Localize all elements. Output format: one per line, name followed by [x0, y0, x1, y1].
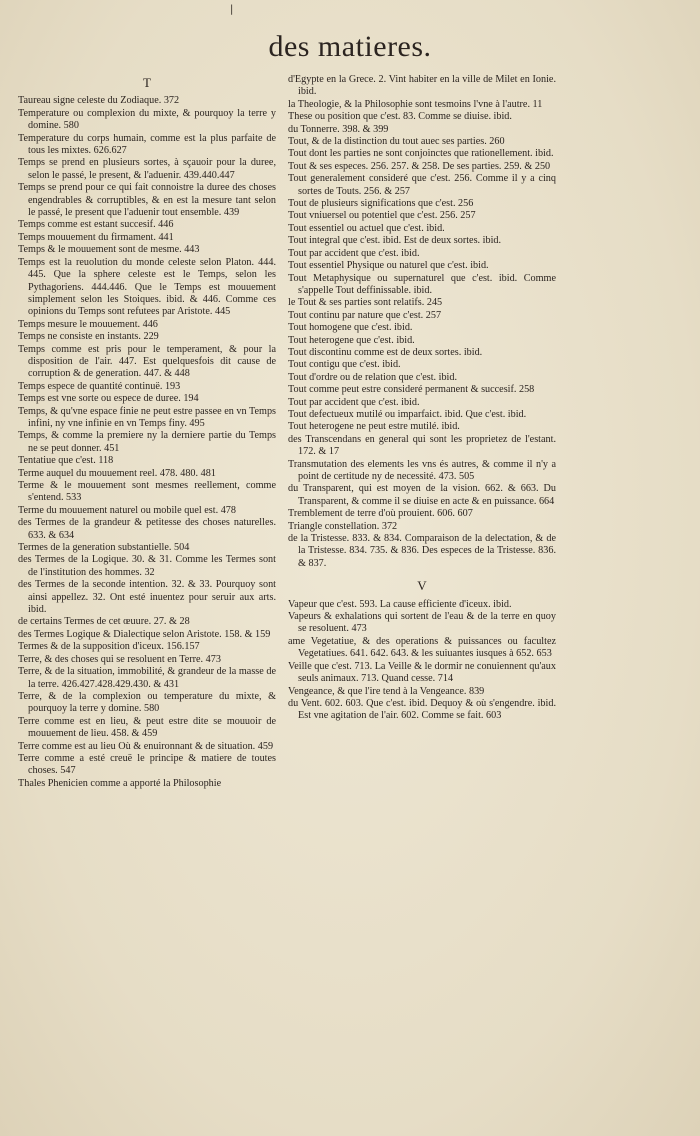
- index-entry: Tout dont les parties ne sont conjoinctes que rationellement. ibid.: [288, 148, 554, 160]
- index-entry: Tout, & de la distinction du tout auec ses parties. 260: [288, 136, 505, 148]
- index-entry: Termes de la generation substantielle. 504: [18, 542, 190, 554]
- index-entry: des Termes de la grandeur & petitesse des choses naturelles. 633. & 634: [18, 517, 276, 541]
- index-entry: du Tonnerre. 398. & 399: [288, 123, 389, 135]
- index-entry: Terme & le mouuement sont mesmes reellement, comme s'entend. 533: [18, 480, 276, 504]
- index-entry: du Vent. 602. 603. Que c'est. ibid. Dequoy & où s'engendre. ibid. Est vne agitation de l'air. 602. Comme se fait. 603: [288, 697, 556, 722]
- index-entry: Temperature du corps humain, comme est la plus parfaite de tous les mixtes. 626.627: [18, 132, 276, 157]
- index-entry: des Termes de la Logique. 30. & 31. Comme les Termes sont de l'institution des hommes. 32: [18, 554, 276, 578]
- index-entry: Taureau signe celeste du Zodiaque. 372: [18, 95, 180, 107]
- index-entry: de certains Termes de cet œuure. 27. & 28: [18, 616, 190, 628]
- index-entry: Vapeur que c'est. 593. La cause efficiente d'iceux. ibid.: [288, 598, 512, 610]
- index-entry: Tout de plusieurs significations que c'est. 256: [288, 198, 474, 210]
- index-entry: Terre, & des choses qui se resoluent en Terre. 473: [18, 653, 221, 665]
- index-entry: Temps espece de quantité continuë. 193: [18, 380, 181, 392]
- index-entry: la Theologie, & la Philosophie sont tesmoins l'vne à l'autre. 11: [288, 98, 543, 110]
- index-entry: Temps mouuement du firmament. 441: [18, 231, 174, 243]
- index-entry: Temps comme est estant succesif. 446: [18, 219, 174, 231]
- index-entry: Terme auquel du mouuement reel. 478. 480. 481: [18, 467, 216, 479]
- index-entry: Temps & le mouuement sont de mesme. 443: [18, 244, 200, 256]
- index-entry: Tout generalement consideré que c'est. 256. Comme il y a cinq sortes de Touts. 256. & 257: [288, 173, 556, 197]
- index-entry: Tout integral que c'est. ibid. Est de deux sortes. ibid.: [288, 235, 502, 247]
- left-entries: [18, 95, 276, 790]
- index-entry: Temps est la reuolution du monde celeste selon Platon. 444. 445. Que la sphere celeste est le Temps, selon les Pythagoriens. 444.446. Que le Temps est mouuement simplement selon les Stoiques. ibid. & 446. Comme ces opinions du Temps sont refutees par Aristote. 445: [18, 256, 276, 318]
- index-entry: Temps comme est pris pour le temperament, & pour la disposition de l'air. 447. Est quelquesfois dit cause de corruption & de generation. 447. & 448: [18, 343, 276, 380]
- index-entry: Temps se prend en plusieurs sortes, à sçauoir pour la duree, selon le passé, le present, & l'aduenir. 439.440.447: [18, 157, 276, 181]
- index-entry: Tout par accident que c'est. ibid.: [288, 247, 420, 259]
- index-entry: Temps est vne sorte ou espece de duree. 194: [18, 393, 199, 405]
- index-entry: Temps se prend pour ce qui fait connoistre la duree des choses engendrables & corruptibles, & en est la mesure tant selon le passé, le present que l'aduenir tout ensemble. 439: [18, 182, 276, 219]
- index-entry: Terre, & de la situation, immobilité, & grandeur de la masse de la terre. 426.427.428.429.430. & 431: [18, 666, 276, 690]
- index-entry: Vengeance, & que l'ire tend à la Vengeance. 839: [288, 685, 485, 697]
- index-entry: Temps, & qu'vne espace finie ne peut estre passee en vn Temps infini, ny vne infinie en vn Temps finy. 495: [18, 405, 276, 429]
- index-entry: Terre comme est en lieu, & peut estre dite se mouuoir de mouuement de lieu. 458. & 459: [18, 715, 276, 740]
- index-entry: These ou position que c'est. 83. Comme se diuise. ibid.: [288, 111, 512, 123]
- index-entry: Tout homogene que c'est. ibid.: [288, 322, 413, 334]
- index-entry: des Termes Logique & Dialectique selon Aristote. 158. & 159: [18, 628, 271, 640]
- index-entry: de la Tristesse. 833. & 834. Comparaison de la delectation, & de la Tristesse. 834. 735. & 836. Des especes de la Tristesse. 836. & 837.: [288, 533, 556, 569]
- index-entry: Tout par accident que c'est. ibid.: [288, 396, 420, 408]
- index-entry: Tout contigu que c'est. ibid.: [288, 359, 401, 371]
- index-entry: Tout essentiel Physique ou naturel que c'est. ibid.: [288, 260, 489, 272]
- right-entries-v: [288, 599, 556, 723]
- index-entry: Tout comme peut estre consideré permanent & succesif. 258: [288, 384, 535, 396]
- index-entry: Tout d'ordre ou de relation que c'est. ibid.: [288, 371, 458, 383]
- index-entry: Tentatiue que c'est. 118: [18, 455, 114, 467]
- index-entry: Tout defectueux mutilé ou imparfaict. ibid. Que c'est. ibid.: [288, 408, 527, 420]
- index-entry: Temps mesure le mouuement. 446: [18, 318, 158, 330]
- index-entry: Veille que c'est. 713. La Veille & le dormir ne conuiennent qu'aux seuls animaux. 713. Quand cesse. 714: [288, 660, 556, 685]
- index-entry: du Transparent, qui est moyen de la vision. 662. & 663. Du Transparent, & comme il se diuise en acte & en puissance. 664: [288, 483, 556, 507]
- index-entry: Temps ne consiste en instants. 229: [18, 331, 159, 343]
- index-entry: Terre comme est au lieu Où & enuironnant & de situation. 459: [18, 740, 274, 752]
- index-entry: Termes & de la supposition d'iceux. 156.157: [18, 641, 200, 653]
- index-entry: des Transcendans en general qui sont les proprietez de l'estant. 172. & 17: [288, 433, 556, 458]
- index-entry: Vapeurs & exhalations qui sortent de l'eau & de la terre en quoy se resoluent. 473: [288, 611, 556, 635]
- left-column: [18, 74, 276, 790]
- index-entry: Temps, & comme la premiere ny la derniere partie du Temps ne se peut donner. 451: [18, 430, 276, 454]
- index-entry: Tout Metaphysique ou supernaturel que c'est. ibid. Comme s'appelle Tout deffinissable. ibid.: [288, 272, 556, 296]
- index-entry: Tout continu par nature que c'est. 257: [288, 309, 442, 321]
- index-entry: Tout essentiel ou actuel que c'est. ibid.: [288, 222, 445, 234]
- section-letter-v: V: [417, 578, 427, 594]
- index-entry: Tout discontinu comme est de deux sortes. ibid.: [288, 346, 483, 358]
- section-letter-t: T: [143, 75, 151, 90]
- index-entry: ame Vegetatiue, & des operations & puissances ou facultez Vegetatiues. 641. 642. 643. & les suiuantes iusques à 652. 653: [288, 635, 556, 660]
- index-entry: des Termes de la seconde intention. 32. & 33. Pourquoy sont ainsi appellez. 32. Ont esté inuentez pour seruir aux arts. ibid.: [18, 579, 276, 616]
- index-entry: Tremblement de terre d'où prouient. 606. 607: [288, 508, 473, 520]
- index-entry: le Tout & ses parties sont relatifs. 245: [288, 297, 443, 309]
- index-entry: Terre, & de la complexion ou temperature du mixte, & pourquoy la terre y domine. 580: [18, 690, 276, 715]
- index-entry: Terre comme a esté creuë le principe & matiere de toutes choses. 547: [18, 752, 276, 777]
- index-entry: Tout & ses especes. 256. 257. & 258. De ses parties. 259. & 250: [288, 160, 551, 172]
- index-entry: Tout heterogene que c'est. ibid.: [288, 334, 415, 346]
- folio-mark: |: [230, 4, 234, 15]
- index-entry: Temperature ou complexion du mixte, & pourquoy la terre y domine. 580: [18, 107, 276, 132]
- index-entry: Tout vniuersel ou potentiel que c'est. 256. 257: [288, 210, 476, 222]
- index-entry: d'Egypte en la Grece. 2. Vint habiter en la ville de Milet en Ionie. ibid.: [288, 74, 556, 98]
- index-entry: Transmutation des elements les vns és autres, & comme il n'y a point de certitude ny de necessité. 473. 505: [288, 458, 556, 482]
- index-entry: Terme du mouuement naturel ou mobile quel est. 478: [18, 504, 236, 516]
- index-entry: Triangle constellation. 372: [288, 520, 398, 532]
- index-entry: Thales Phenicien comme a apporté la Philosophie: [18, 777, 222, 789]
- index-entry: Tout heterogene ne peut estre mutilé. ibid.: [288, 421, 460, 433]
- right-entries: [288, 74, 556, 570]
- page-title: des matieres.: [268, 30, 432, 63]
- right-column: [288, 74, 556, 723]
